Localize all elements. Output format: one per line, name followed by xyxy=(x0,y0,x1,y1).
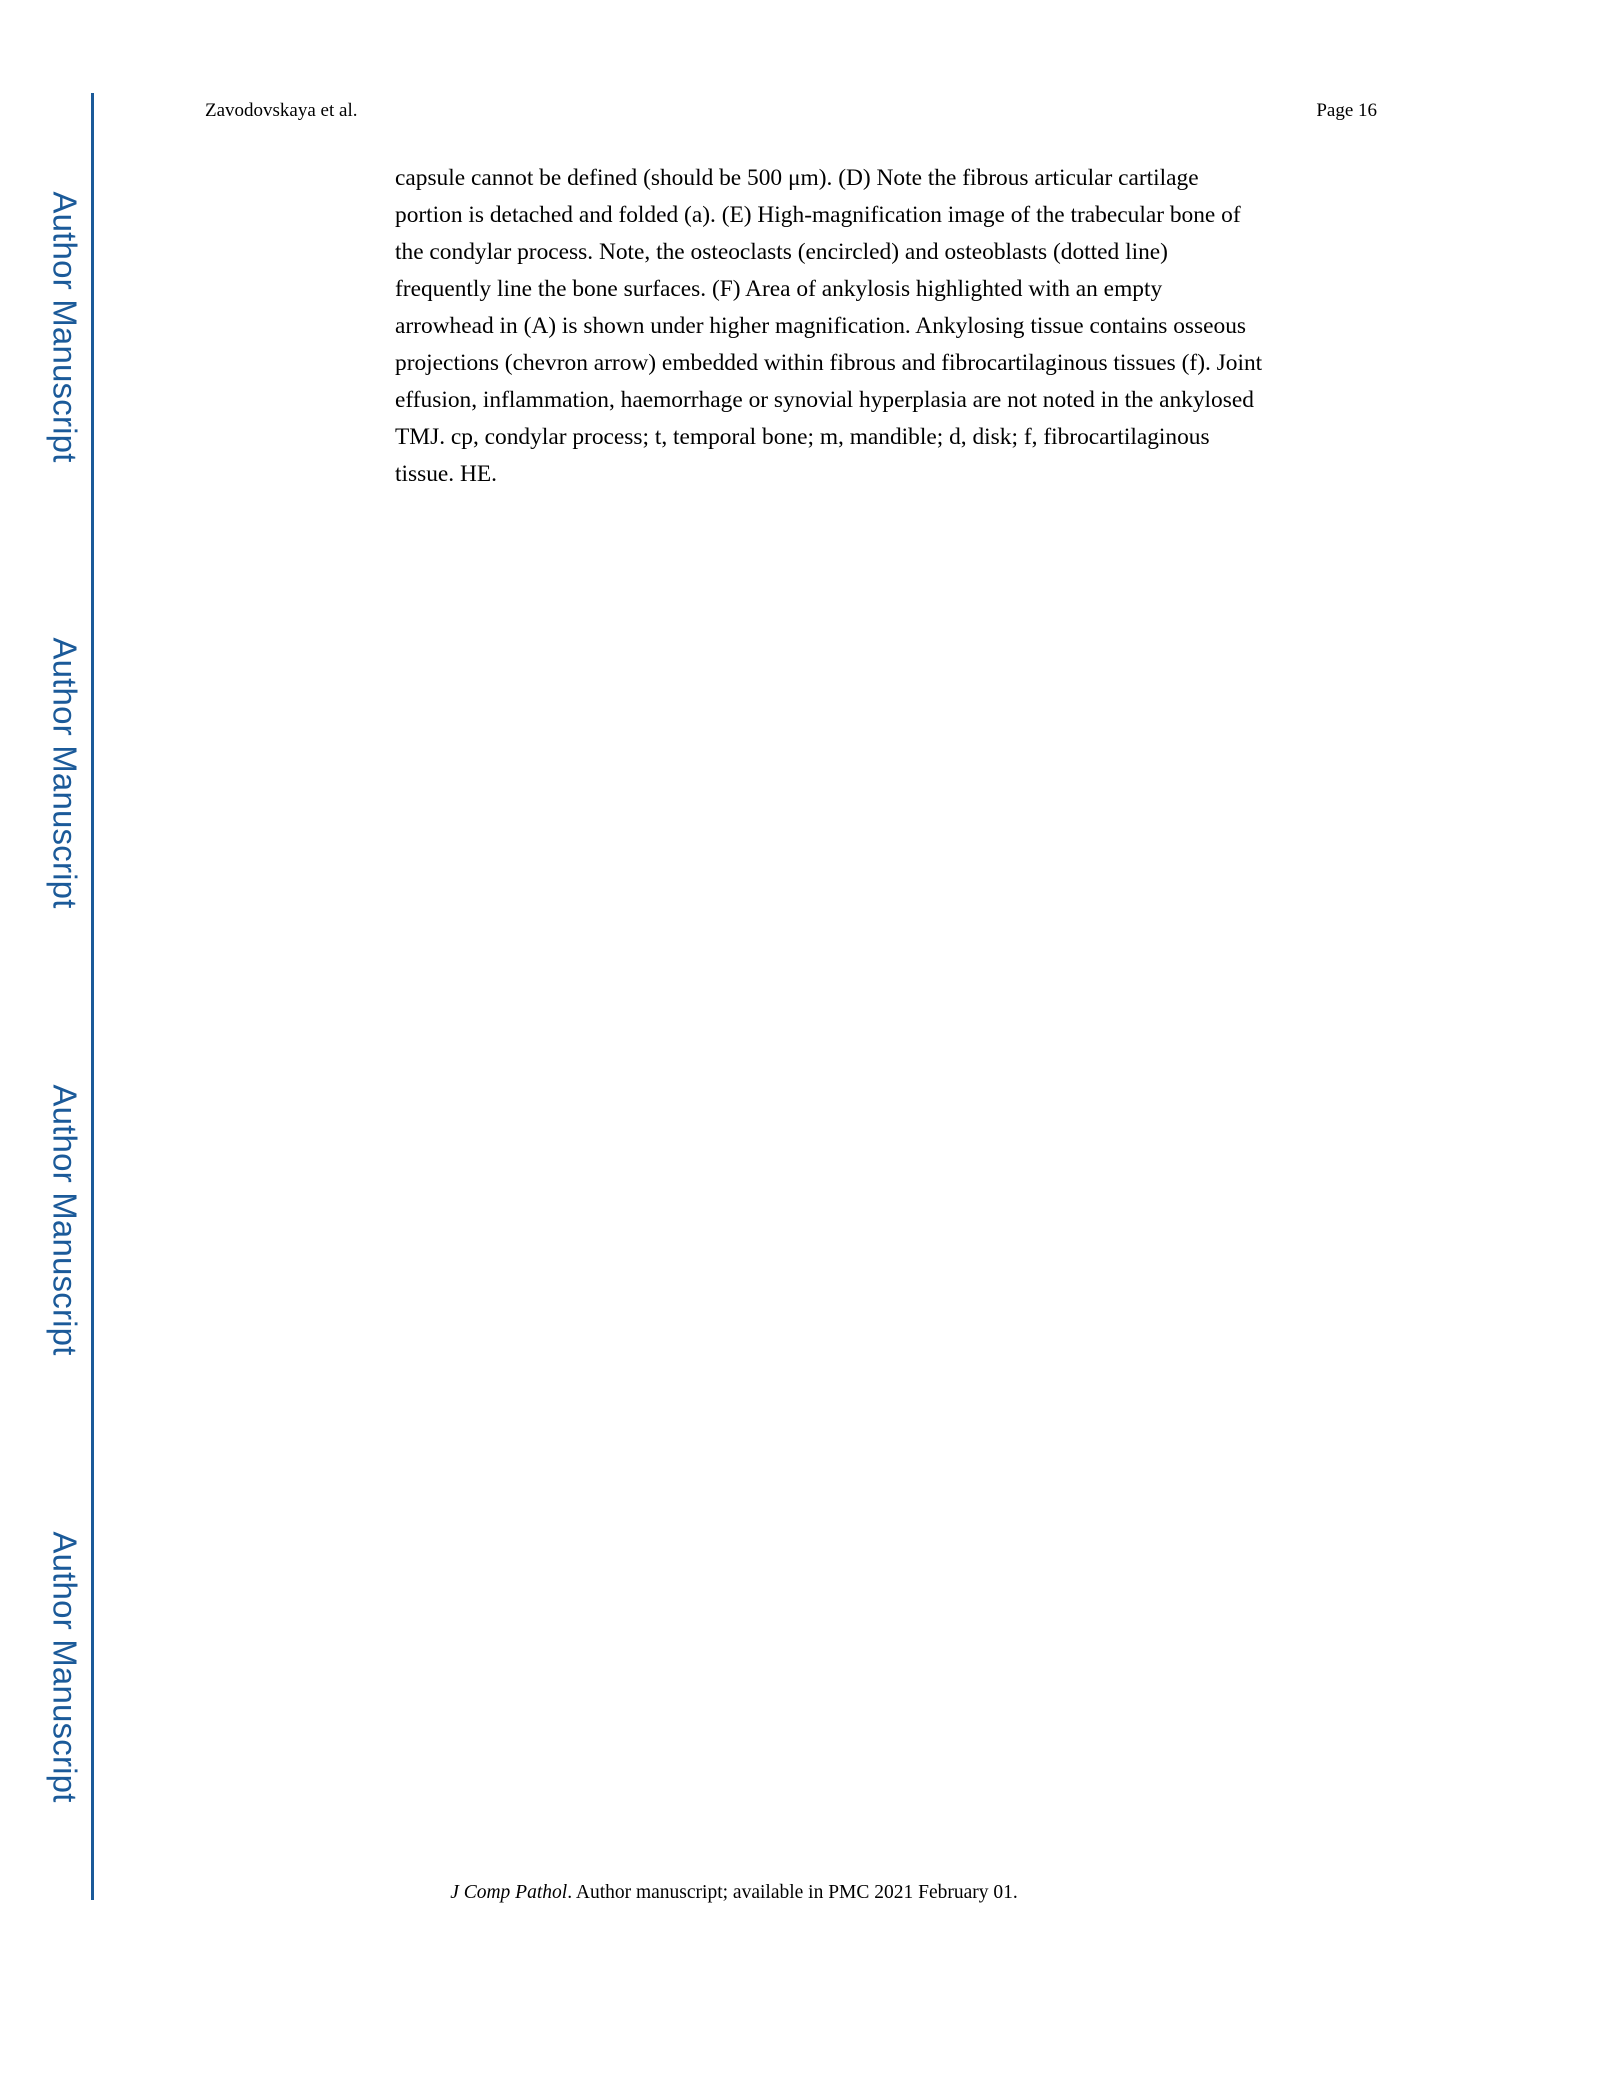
caption-line: projections (chevron arrow) embedded within fibrous and fibrocartilaginous tissues (f). Joint xyxy=(395,350,1263,376)
journal-name: J Comp Pathol xyxy=(450,1882,568,1903)
page-number: Page 16 xyxy=(1316,100,1377,121)
caption-line: effusion, inflammation, haemorrhage or synovial hyperplasia are not noted in the ankylosed xyxy=(395,387,1254,413)
sidebar-label-3: Author Manuscript xyxy=(47,1084,84,1356)
caption-line: tissue. HE. xyxy=(395,461,498,487)
caption-line: portion is detached and folded (a). (E) High-magnification image of the trabecular bone of xyxy=(395,202,1241,228)
caption-line: arrowhead in (A) is shown under higher magnification. Ankylosing tissue contains osseous xyxy=(395,313,1247,339)
caption-line: TMJ. cp, condylar process; t, temporal bone; m, mandible; d, disk; f, fibrocartilaginous xyxy=(395,424,1210,450)
sidebar-label-1: Author Manuscript xyxy=(47,191,84,463)
footer-availability: . Author manuscript; available in PMC 2021 February 01. xyxy=(567,1882,1018,1903)
sidebar-label-4: Author Manuscript xyxy=(47,1531,84,1803)
journal-footer xyxy=(0,1882,1468,1904)
caption-line: frequently line the bone surfaces. (F) Area of ankylosis highlighted with an empty xyxy=(395,276,1163,302)
caption-line: capsule cannot be defined (should be 500 μm). (D) Note the fibrous articular cartilage xyxy=(395,165,1199,191)
caption-line: the condylar process. Note, the osteoclasts (encircled) and osteoblasts (dotted line) xyxy=(395,239,1168,265)
figure-caption-continued xyxy=(395,160,1385,493)
running-header-author: Zavodovskaya et al. xyxy=(205,100,358,121)
sidebar-label-2: Author Manuscript xyxy=(47,637,84,909)
